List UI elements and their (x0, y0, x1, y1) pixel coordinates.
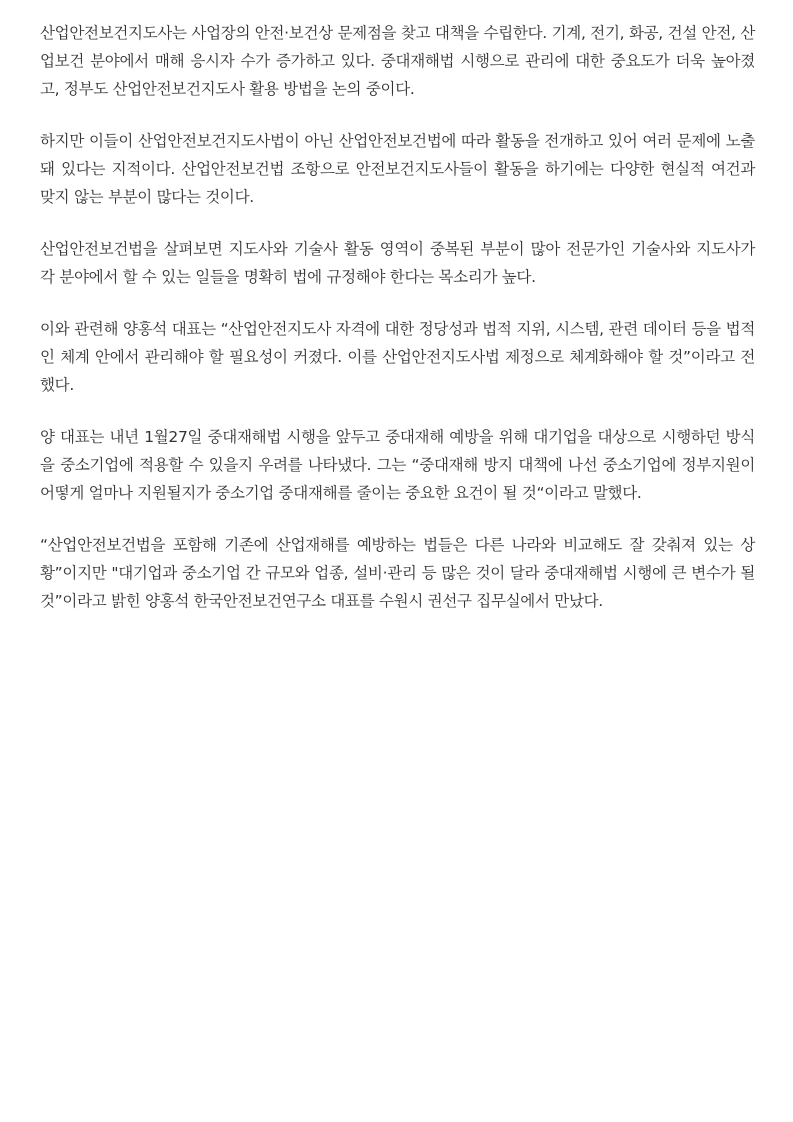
article-paragraph-2: 하지만 이들이 산업안전보건지도사법이 아닌 산업안전보건법에 따라 활동을 전개하고 있어 여러 문제에 노출돼 있다는 지적이다. 산업안전보건법 조항으로 안전보건지도사들이 활동을 하기에는 다양한 현실적 여건과 맞지 않는 부분이 많다는 것이다. (40, 132, 755, 206)
article-paragraph-3: 산업안전보건법을 살펴보면 지도사와 기술사 활동 영역이 중복된 부분이 많아 전문가인 기술사와 지도사가 각 분야에서 할 수 있는 일들을 명확히 법에 규정해야 한다는 목소리가 높다. (40, 240, 755, 286)
article-paragraph-1: 산업안전보건지도사는 사업장의 안전·보건상 문제점을 찾고 대책을 수립한다. 기계, 전기, 화공, 건설 안전, 산업보건 분야에서 매해 응시자 수가 증가하고 있다. 중대재해법 시행으로 관리에 대한 중요도가 더욱 높아졌고, 정부도 산업안전보건지도사 활용 방법을 논의 중이다. (40, 24, 755, 98)
article-paragraph-6: “산업안전보건법을 포함해 기존에 산업재해를 예방하는 법들은 다른 나라와 비교해도 잘 갖춰져 있는 상황”이지만 "대기업과 중소기업 간 규모와 업종, 설비·관리 등 많은 것이 달라 중대재해법 시행에 큰 변수가 될 것”이라고 밝힌 양홍석 한국안전보건연구소 대표를 수원시 권선구 집무실에서 만났다. (40, 536, 755, 610)
article-paragraph-5: 양 대표는 내년 1월27일 중대재해법 시행을 앞두고 중대재해 예방을 위해 대기업을 대상으로 시행하던 방식을 중소기업에 적용할 수 있을지 우려를 나타냈다. 그는 “중대재해 방지 대책에 나선 중소기업에 정부지원이 어떻게 얼마나 지원될지가 중소기업 중대재해를 줄이는 중요한 요건이 될 것“이라고 말했다. (40, 428, 755, 502)
article-paragraph-4: 이와 관련해 양홍석 대표는 “산업안전지도사 자격에 대한 정당성과 법적 지위, 시스템, 관련 데이터 등을 법적인 체계 안에서 관리해야 할 필요성이 커졌다. 이를 산업안전지도사법 제정으로 체계화해야 할 것”이라고 전했다. (40, 320, 755, 394)
